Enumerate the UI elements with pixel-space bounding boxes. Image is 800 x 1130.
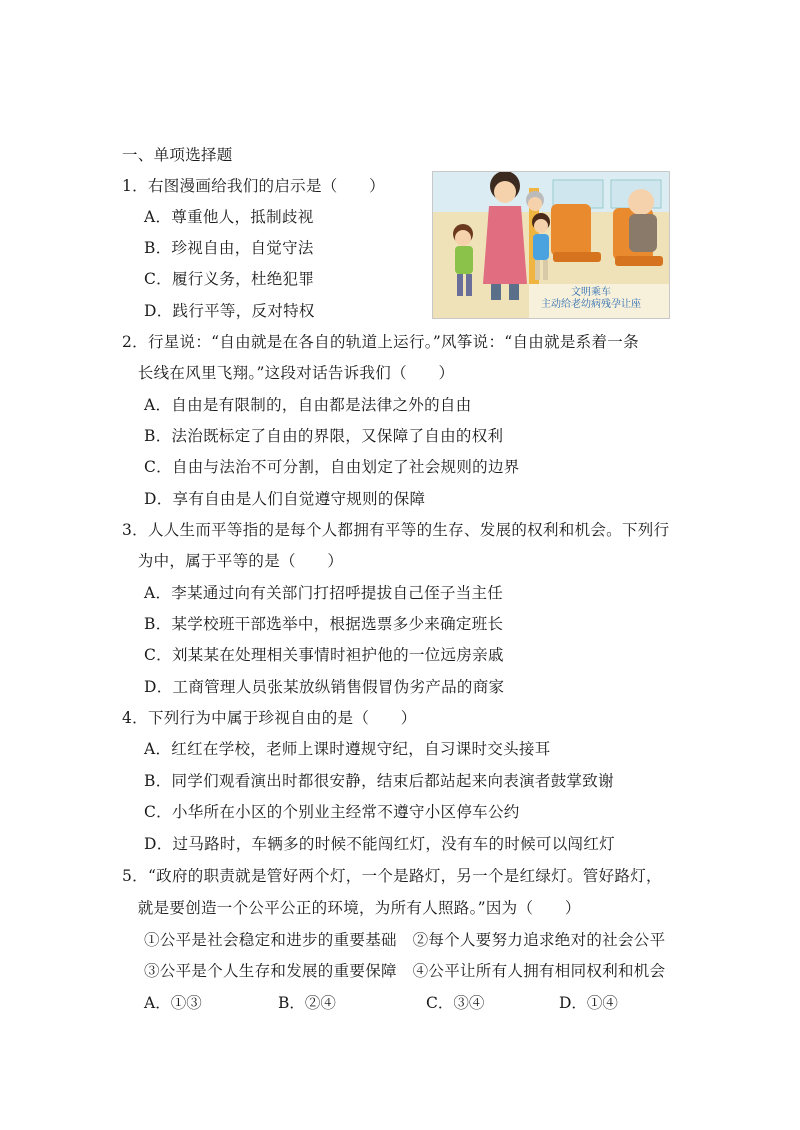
question-2-option-a: A．自由是有限制的，自由都是法律之外的自由	[144, 396, 472, 414]
section-title: 一、单项选择题	[122, 146, 233, 164]
question-2-stem-line-1: 2．行星说：“自由就是在各自的轨道上运行。”风筝说：“自由就是系着一条	[122, 333, 639, 351]
question-3-option-a: A．李某通过向有关部门打招呼提拔自己侄子当主任	[144, 584, 504, 602]
question-5-statements-line-2: ③公平是个人生存和发展的重要保障 ④公平让所有人拥有相同权利和机会	[144, 962, 666, 980]
question-2-option-b: B．法治既标定了自由的界限，又保障了自由的权利	[144, 427, 504, 445]
caption-line-1: 文明乘车	[571, 287, 611, 298]
cartoon-caption	[531, 287, 651, 311]
question-4-option-c: C．小华所在小区的个别业主经常不遵守小区停车公约	[144, 803, 520, 821]
question-2-option-d: D．享有自由是人们自觉遵守规则的保障	[144, 490, 426, 508]
question-5-choice-a: A．①③	[144, 994, 202, 1012]
question-1-option-c: C．履行义务，杜绝犯罪	[144, 270, 315, 288]
question-5-choice-b: B．②④	[278, 994, 336, 1012]
question-4-option-a: A．红红在学校，老师上课时遵规守纪，自习课时交头接耳	[144, 740, 551, 758]
question-5-choices	[144, 992, 664, 1014]
question-3-stem-line-1: 3．人人生而平等指的是每个人都拥有平等的生存、发展的权利和机会。下列行	[122, 521, 670, 539]
question-3-option-d: D．工商管理人员张某放纵销售假冒伪劣产品的商家	[144, 678, 505, 696]
question-5-choice-d: D．①④	[559, 994, 618, 1012]
question-1-option-d: D．践行平等，反对特权	[144, 302, 315, 320]
caption-line-2: 主动给老幼病残孕让座	[541, 299, 641, 310]
question-2-stem-line-2: 长线在风里飞翔。”这段对话告诉我们（ ）	[122, 364, 455, 382]
question-4-option-d: D．过马路时，车辆多的时候不能闯红灯，没有车的时候可以闯红灯	[144, 835, 615, 853]
question-5-statements-line-1: ①公平是社会稳定和进步的重要基础 ②每个人要努力追求绝对的社会公平	[144, 931, 666, 949]
question-1-option-a: A．尊重他人，抵制歧视	[144, 208, 314, 226]
question-3-option-b: B．某学校班干部选举中，根据选票多少来确定班长	[144, 615, 504, 633]
question-4-option-b: B．同学们观看演出时都很安静，结束后都站起来向表演者鼓掌致谢	[144, 772, 614, 790]
question-5-stem-line-1: 5．“政府的职责就是管好两个灯，一个是路灯，另一个是红绿灯。管好路灯，	[122, 867, 662, 885]
question-1-option-b: B．珍视自由，自觉守法	[144, 239, 314, 257]
question-5-choice-c: C．③④	[426, 994, 485, 1012]
bus-seat-cartoon	[432, 171, 670, 319]
question-3-option-c: C．刘某某在处理相关事情时袒护他的一位远房亲戚	[144, 646, 504, 664]
question-4-stem: 4．下列行为中属于珍视自由的是（ ）	[122, 709, 417, 727]
question-5-stem-line-2: 就是要创造一个公平公正的环境，为所有人照路。”因为（ ）	[122, 899, 581, 917]
question-3-stem-line-2: 为中，属于平等的是（ ）	[122, 552, 344, 570]
question-2-option-c: C．自由与法治不可分割，自由划定了社会规则的边界	[144, 458, 520, 476]
question-1-stem: 1．右图漫画给我们的启示是（ ）	[122, 177, 385, 195]
